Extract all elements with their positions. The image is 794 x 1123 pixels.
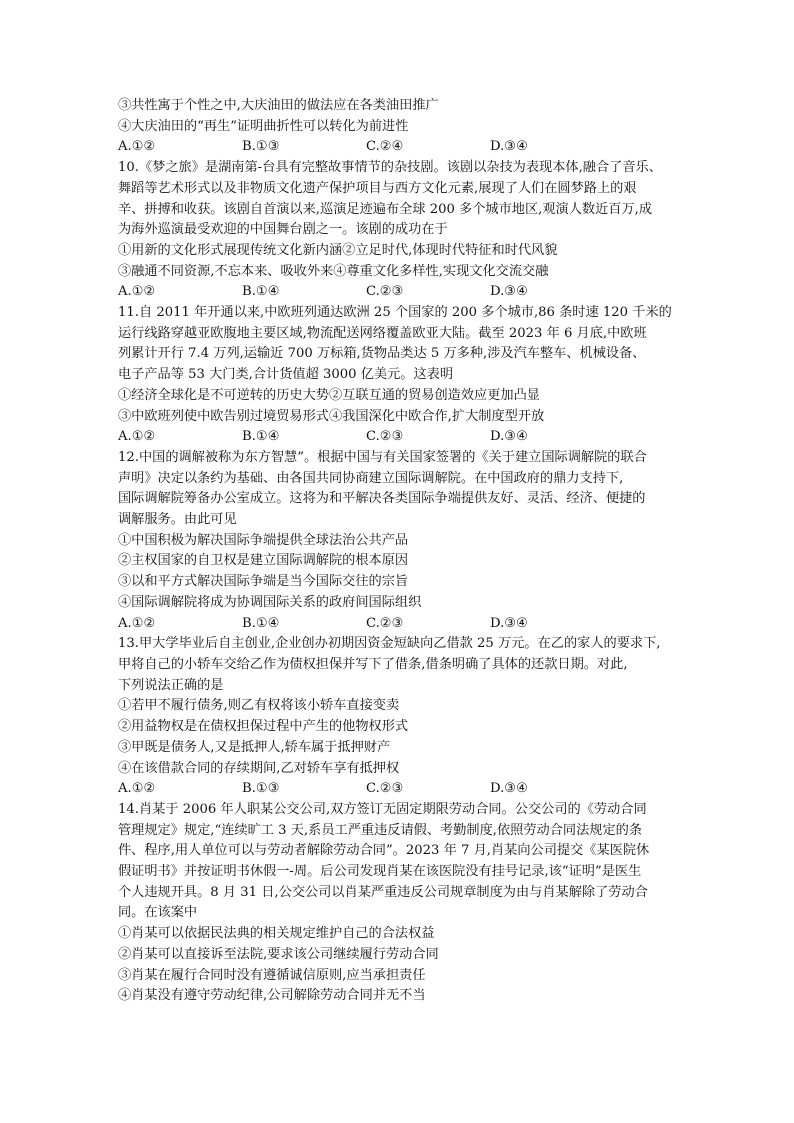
statement-line: ③肖某在履行合同时没有遵循诚信原则,应当承担责任 [118, 967, 426, 983]
question-stem-line: 电子产品等 53 大门类,合计货值超 3000 亿美元。这表明 [118, 367, 454, 383]
option-c: C.②③ [366, 429, 404, 445]
statement-line: ②肖某可以直接诉至法院,要求该公司继续履行劳动合同 [118, 946, 439, 962]
option-c: C.②③ [366, 284, 404, 300]
question-14 [118, 800, 678, 1007]
option-b: B.①③ [242, 139, 280, 155]
option-d: D.③④ [490, 139, 528, 155]
question-11 [118, 303, 678, 448]
question-stem-line: 10.《梦之旅》是湖南第-台具有完整故事情节的杂技剧。该剧以杂技为表现本体,融合了音乐、 [118, 160, 662, 176]
question-13 [118, 634, 678, 800]
question-stem-line: 个人违规开具。8 月 31 日,公交公司以肖某严重违反公司规章制度为由与肖某解除了劳动合 [118, 884, 648, 900]
question-stem-line: 甲将自己的小轿车交给乙作为债权担保并写下了借条,借条明确了具体的还款日期。对此, [118, 656, 628, 672]
statement-line: ①用新的文化形式展现传统文化新内涵②立足时代,体现时代特征和时代风貌 [118, 242, 558, 258]
option-a: A.①② [118, 139, 156, 155]
question-stem-line: 件、程序,用人单位可以与劳动者解除劳动合同”。2023 年 7 月,肖某向公司提交《某医院休 [118, 843, 650, 859]
question-stem-line: 列累计开行 7.4 万列,运输近 700 万标箱,货物品类达 5 万多种,涉及汽车整车、机械设备、 [118, 346, 646, 362]
option-b: B.①③ [242, 781, 280, 797]
question-10 [118, 158, 678, 303]
statement-line: ③甲既是债务人,又是抵押人,轿车属于抵押财产 [118, 739, 391, 755]
question-stem-line: 调解服务。由此可见 [118, 512, 237, 528]
question-stem-line: 11.自 2011 年开通以来,中欧班列通达欧洲 25 个国家的 200 多个城市,86 条时速 120 千米的 [118, 305, 672, 321]
option-a: A.①② [118, 429, 156, 445]
question-stem-line: 下列说法正确的是 [118, 677, 224, 693]
question-stem-line: 12.中国的调解被称为东方智慧”。根据中国与有关国家签署的《关于建立国际调解院的联合 [118, 449, 647, 465]
statement-line: ④肖某没有遵守劳动纪律,公司解除劳动合同并无不当 [118, 988, 426, 1004]
option-b: B.①④ [242, 615, 280, 631]
options-row [118, 614, 678, 635]
question-stem-line: 为海外巡演最受欢迎的中国舞台剧之一。该剧的成功在于 [118, 222, 448, 238]
option-a: A.①② [118, 781, 156, 797]
statement-line: ④大庆油田的“再生”证明曲折性可以转化为前进性 [118, 118, 409, 134]
question-stem-line: 同。在该案中 [118, 905, 198, 921]
options-row [118, 427, 678, 448]
statement-line: ①若甲不履行债务,则乙有权将该小轿车直接变卖 [118, 698, 400, 714]
option-d: D.③④ [490, 429, 528, 445]
option-d: D.③④ [490, 781, 528, 797]
option-b: B.①④ [242, 284, 280, 300]
option-c: C.②③ [366, 781, 404, 797]
statement-line: ②主权国家的自卫权是建立国际调解院的根本原因 [118, 553, 409, 569]
question-stem-line: 声明》决定以条约为基础、由各国共同协商建立国际调解院。在中国政府的鼎力支持下, [118, 470, 624, 486]
statement-line: ③以和平方式解决国际争端是当今国际交往的宗旨 [118, 574, 409, 590]
option-a: A.①② [118, 284, 156, 300]
option-c: C.②③ [366, 615, 404, 631]
question-stem-line: 13.甲大学毕业后自主创业,企业创办初期因资金短缺向乙借款 25 万元。在乙的家人的要求下, [118, 636, 661, 652]
option-c: C.②④ [366, 139, 404, 155]
statement-line: ③共性寓于个性之中,大庆油田的做法应在各类油田推广 [118, 98, 439, 113]
exam-content [118, 96, 678, 1007]
options-row [118, 137, 678, 158]
question-stem-line: 运行线路穿越亚欧腹地主要区域,物流配送网络覆盖欧亚大陆。截至 2023 年 6 月底,中欧班 [118, 325, 647, 341]
question-stem-line: 国际调解院筹备办公室成立。这将为和平解决各类国际争端提供友好、灵活、经济、便捷的 [118, 491, 646, 507]
statement-line: ②用益物权是在债权担保过程中产生的他物权形式 [118, 719, 409, 735]
option-a: A.①② [118, 615, 156, 631]
statement-line: ①肖某可以依据民法典的相关规定维护自己的合法权益 [118, 926, 435, 942]
statement-line: ③中欧班列使中欧告别过境贸易形式④我国深化中欧合作,扩大制度型开放 [118, 408, 545, 424]
statement-line: ④国际调解院将成为协调国际关系的政府间国际组织 [118, 594, 422, 610]
option-d: D.③④ [490, 284, 528, 300]
statement-line: ①中国积极为解决国际争端提供全球法治公共产品 [118, 532, 409, 548]
options-row [118, 282, 678, 303]
question-stem-line: 14.肖某于 2006 年人职某公交公司,双方签订无固定期限劳动合同。公交公司的《劳动合同 [118, 801, 647, 817]
question-stem-line: 假证明书》并按证明书休假一-周。后公司发现肖某在该医院没有挂号记录,该“证明”是医生 [118, 864, 642, 880]
question-stem-line: 管理规定》规定,“连续旷工 3 天,系员工严重违反请假、考勤制度,依照劳动合同法规定的条 [118, 822, 643, 838]
statement-line: ③融通不同资源,不忘本来、吸收外来④尊重文化多样性,实现文化交流交融 [118, 263, 549, 279]
question-12 [118, 448, 678, 634]
question-stem-line: 舞蹈等艺术形式以及非物质文化遗产保护项目与西方文化元素,展现了人们在圆梦路上的艰 [118, 180, 637, 196]
option-b: B.①④ [242, 429, 280, 445]
question-stem-line: 辛、拼搏和收获。该剧自首演以来,巡演足迹遍布全球 200 多个城市地区,观演人数近百万,成 [118, 201, 653, 217]
statement-line: ④在该借款合同的存续期间,乙对轿车享有抵押权 [118, 760, 400, 776]
statement-line: ①经济全球化是不可逆转的历史大势②互联互通的贸易创造效应更加凸显 [118, 387, 540, 403]
options-row [118, 779, 678, 800]
option-d: D.③④ [490, 615, 528, 631]
